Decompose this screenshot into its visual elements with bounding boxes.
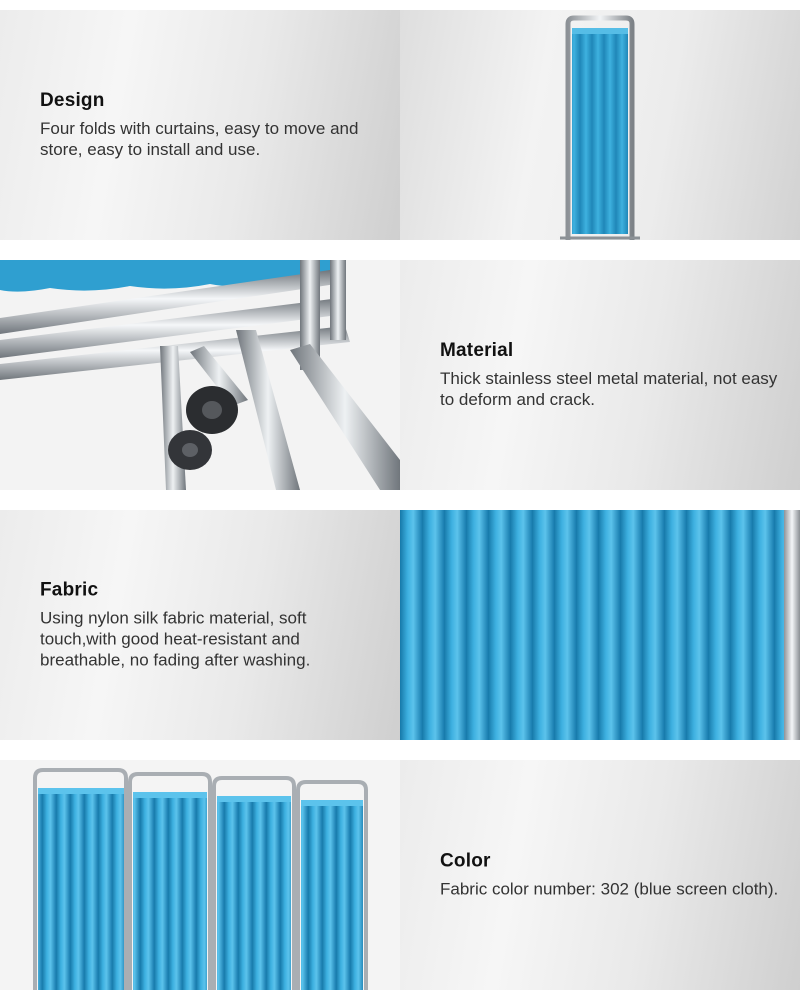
section-color	[0, 760, 800, 990]
fabric-description: Using nylon silk fabric material, soft touch,with good heat-resistant and breathable, no fading after washing.	[40, 608, 311, 670]
color-text-panel	[400, 760, 800, 990]
color-description: Fabric color number: 302 (blue screen cloth).	[440, 879, 779, 899]
material-image	[0, 260, 400, 490]
color-image	[0, 760, 400, 990]
fabric-text-panel	[0, 510, 400, 740]
design-text-panel	[0, 10, 400, 240]
material-description: Thick stainless steel metal material, not easy to deform and crack.	[440, 369, 778, 409]
material-text-panel	[400, 260, 800, 490]
design-description: Four folds with curtains, easy to move and store, easy to install and use.	[40, 119, 359, 159]
design-image	[400, 10, 800, 240]
fabric-image	[400, 510, 800, 740]
material-title: Material	[440, 340, 514, 361]
color-title: Color	[440, 850, 491, 872]
section-material	[0, 260, 800, 490]
fabric-title: Fabric	[40, 579, 99, 601]
section-fabric	[0, 510, 800, 740]
design-title: Design	[40, 90, 105, 111]
section-design	[0, 10, 800, 240]
